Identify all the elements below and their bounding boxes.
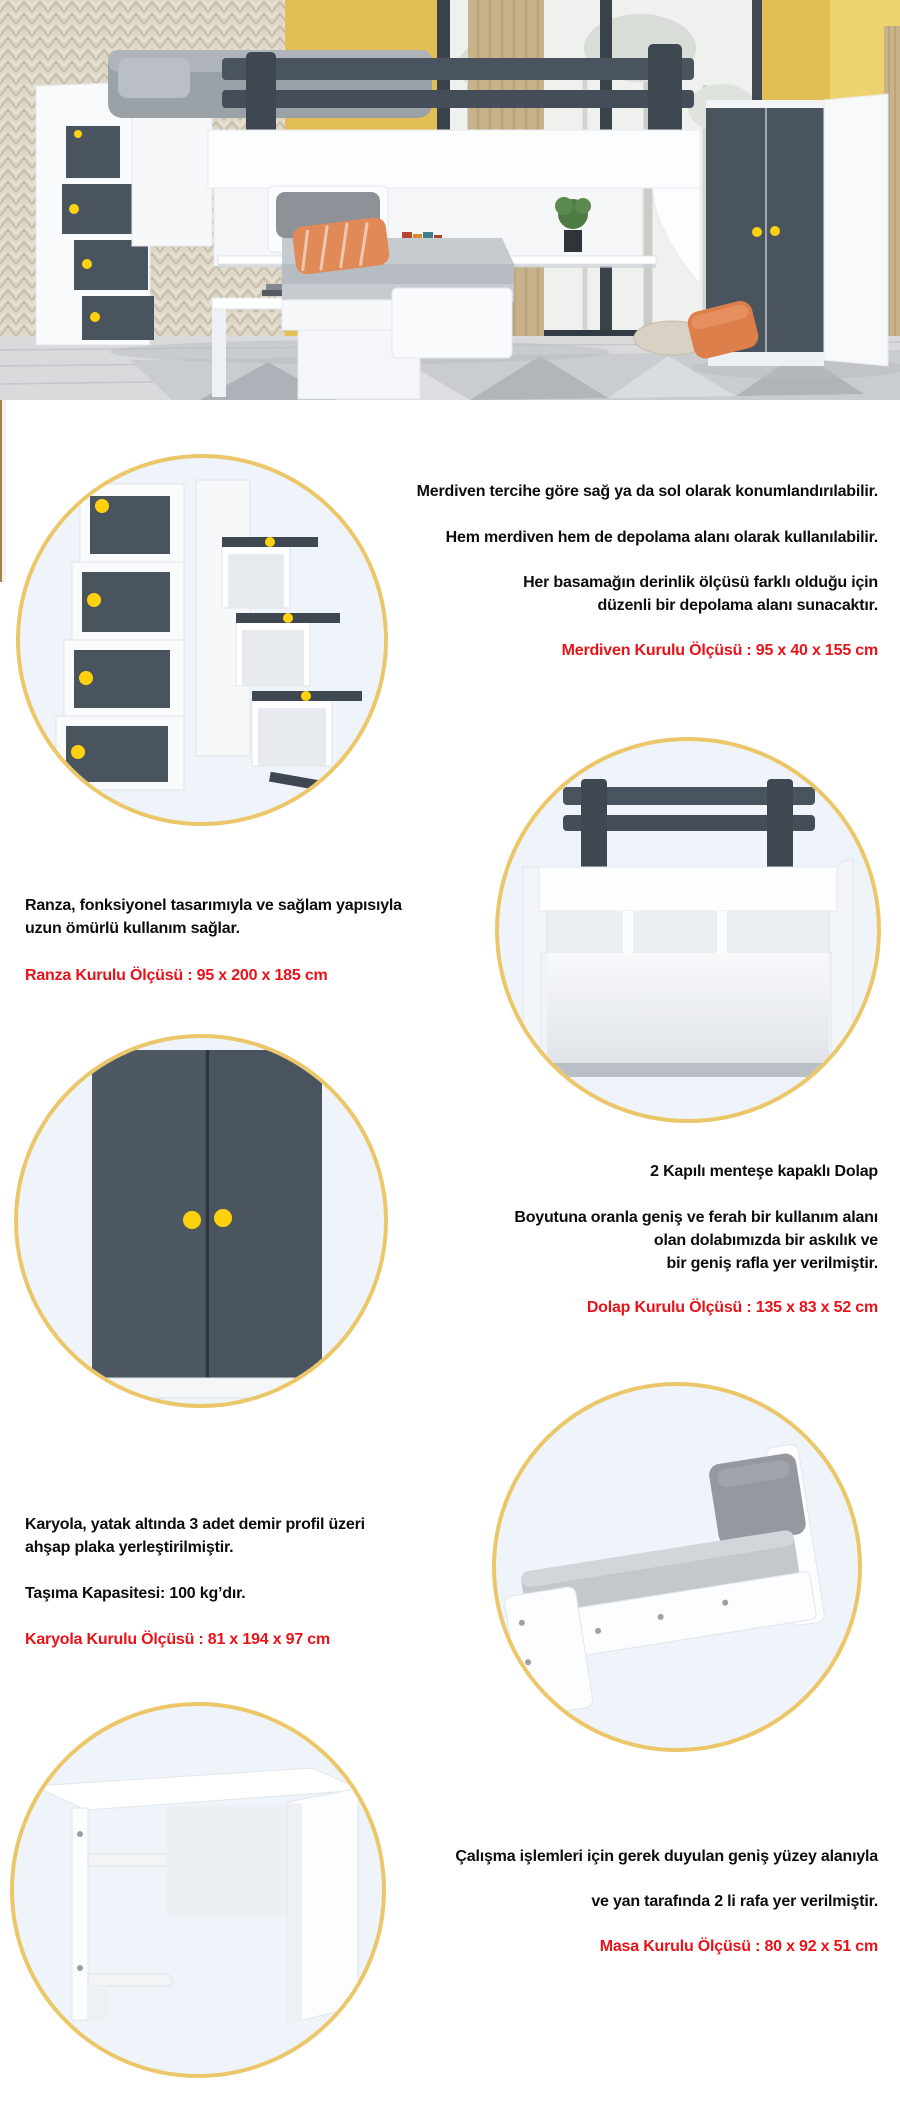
dolap-text-line-3: olan dolabımızda bir askılık ve: [653, 1232, 878, 1249]
masa-image-circle: [10, 1702, 386, 2078]
ranza-text-line-2: uzun ömürlü kullanım sağlar.: [25, 920, 240, 937]
stairs-illustration: [20, 458, 384, 822]
merdiven-text-line-1: Merdiven tercihe göre sağ ya da sol olarak konumlandırılabilir.: [416, 483, 878, 500]
dolap-text-line-1: 2 Kapılı menteşe kapaklı Dolap: [650, 1163, 878, 1180]
merdiven-dimension: Merdiven Kurulu Ölçüsü : 95 x 40 x 155 cm: [561, 642, 878, 659]
ranza-text-line-1: Ranza, fonksiyonel tasarımıyla ve sağlam yapısıyla: [25, 897, 402, 914]
dolap-dimension: Dolap Kurulu Ölçüsü : 135 x 83 x 52 cm: [586, 1299, 878, 1316]
masa-dimension: Masa Kurulu Ölçüsü : 80 x 92 x 51 cm: [599, 1938, 878, 1955]
wardrobe-body: [92, 1050, 322, 1398]
desk-illustration: [14, 1706, 382, 2074]
dolap-text-line-2: Boyutuna oranla geniş ve ferah bir kullanım alanı: [514, 1209, 878, 1226]
dolap-image-circle: [14, 1034, 388, 1408]
merdiven-image-circle: [16, 454, 388, 826]
dolap-text-line-4: bir geniş rafla yer verilmiştir.: [666, 1255, 878, 1272]
bed-group: [496, 1443, 833, 1717]
ranza-dimension: Ranza Kurulu Ölçüsü : 95 x 200 x 185 cm: [25, 967, 328, 984]
karyola-text-line-2: ahşap plaka yerleştirilmiştir.: [25, 1539, 234, 1556]
merdiven-text-line-4: düzenli bir depolama alanı sunacaktır.: [597, 597, 878, 614]
page-edge-artifact: [0, 400, 6, 582]
masa-text-line-1: Çalışma işlemleri için gerek duyulan geniş yüzey alanıyla: [455, 1848, 878, 1865]
merdiven-text-line-3: Her basamağın derinlik ölçüsü farklı olduğu için: [523, 574, 878, 591]
karyola-image-circle: [492, 1382, 862, 1752]
stairs-open-unit: [196, 480, 369, 799]
stairs-front-unit: [56, 484, 184, 790]
merdiven-text-line-2: Hem merdiven hem de depolama alanı olarak kullanılabilir.: [445, 529, 878, 546]
bed-illustration: [496, 1386, 858, 1748]
hero-room-illustration: [0, 0, 900, 400]
karyola-dimension: Karyola Kurulu Ölçüsü : 81 x 194 x 97 cm: [25, 1631, 331, 1648]
karyola-text-line-3: Taşıma Kapasitesi: 100 kg’dır.: [25, 1585, 246, 1602]
ranza-image-circle: [495, 737, 881, 1123]
bunk-upper-illustration: [499, 741, 877, 1119]
masa-text-line-2: ve yan tarafında 2 li rafa yer verilmiştir.: [591, 1893, 878, 1910]
wardrobe-illustration: [18, 1038, 384, 1404]
hero-room-photo: [0, 0, 900, 400]
bunk-guard-rails: [563, 779, 815, 875]
karyola-text-line-1: Karyola, yatak altında 3 adet demir profil üzeri: [25, 1516, 365, 1533]
bunk-top-unit: [523, 859, 853, 1097]
desk-group: [34, 1768, 362, 2024]
